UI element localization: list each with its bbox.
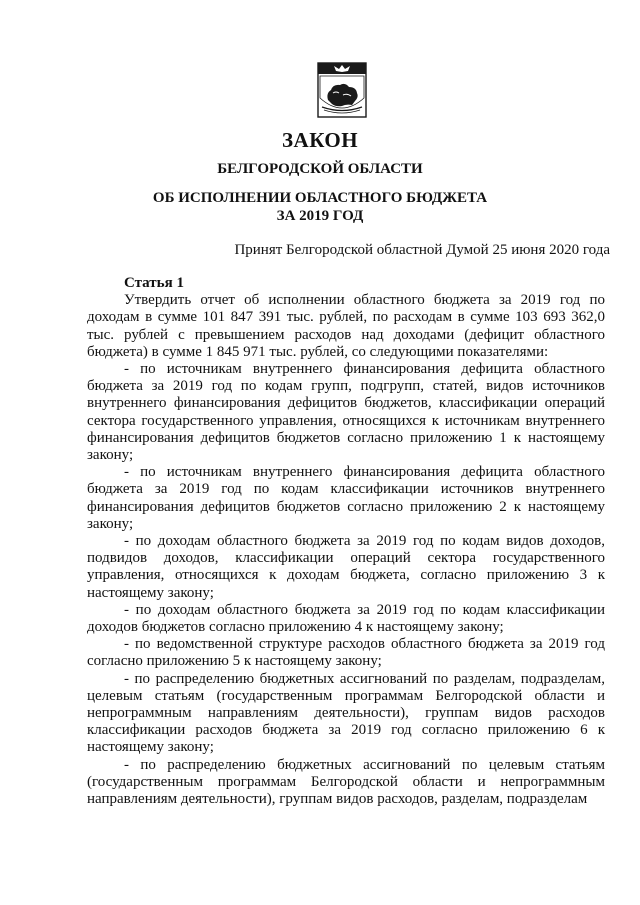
article-paragraph: - по распределению бюджетных ассигнований по целевым статьям (государственным программам Белгородской области и непрограммным направлениям деятельности), группам видов расходов, разделам, подразделам bbox=[87, 756, 605, 808]
article-paragraph: - по источникам внутреннего финансирования дефицита областного бюджета за 2019 год по кодам классификации источников внутреннего финансирования дефицитов бюджетов согласно приложению 2 к настоящему закону; bbox=[87, 464, 605, 532]
article-paragraph: - по доходам областного бюджета за 2019 год по кодам классификации доходов бюджетов согласно приложению 4 к настоящему закону; bbox=[87, 601, 605, 636]
article-paragraph: - по ведомственной структуре расходов областного бюджета за 2019 год согласно приложению 5 к настоящему закону; bbox=[87, 636, 605, 670]
article-paragraph: Утвердить отчет об исполнении областного бюджета за 2019 год по доходам в сумме 101 847 391 тыс. рублей, по расходам в сумме 103 693 362,0 тыс. рублей с превышением расходов над доходами (дефицит областного бюджета) в сумме 1 845 971 тыс. рублей, со следующими показателями: bbox=[87, 292, 605, 360]
document-subject-line-2: ЗА 2019 ГОД bbox=[276, 208, 364, 224]
article-paragraph: - по источникам внутреннего финансирования дефицита областного бюджета за 2019 год по кодам групп, подгрупп, статей, видов источников внутреннего финансирования дефицитов бюджетов, классификации операций сектора государственного управления, относящихся к источникам внутреннего финансирования дефицитов бюджетов согласно приложению 1 к настоящему закону; bbox=[87, 361, 605, 464]
document-subject-line-1: ОБ ИСПОЛНЕНИИ ОБЛАСТНОГО БЮДЖЕТА bbox=[152, 190, 488, 206]
article-title: Статья 1 bbox=[124, 275, 184, 291]
article-paragraph: - по доходам областного бюджета за 2019 год по кодам видов доходов, подвидов доходов, классификации операций сектора государственного управления, относящихся к доходам бюджета, согласно приложению 3 к настоящему закону; bbox=[87, 533, 605, 601]
coat-of-arms-icon bbox=[312, 60, 372, 120]
document-region: БЕЛГОРОДСКОЙ ОБЛАСТИ bbox=[217, 161, 423, 177]
adoption-note: Принят Белгородской областной Думой 25 июня 2020 года bbox=[234, 242, 610, 258]
document-type: ЗАКОН bbox=[281, 128, 359, 152]
article-paragraph: - по распределению бюджетных ассигнований по разделам, подразделам, целевым статьям (государственным программам Белгородской области и непрограммным направлениям деятельности), группам видов расходов классификации расходов бюджета за 2019 год согласно приложению 6 к настоящему закону; bbox=[87, 670, 605, 756]
article-body bbox=[87, 275, 605, 808]
